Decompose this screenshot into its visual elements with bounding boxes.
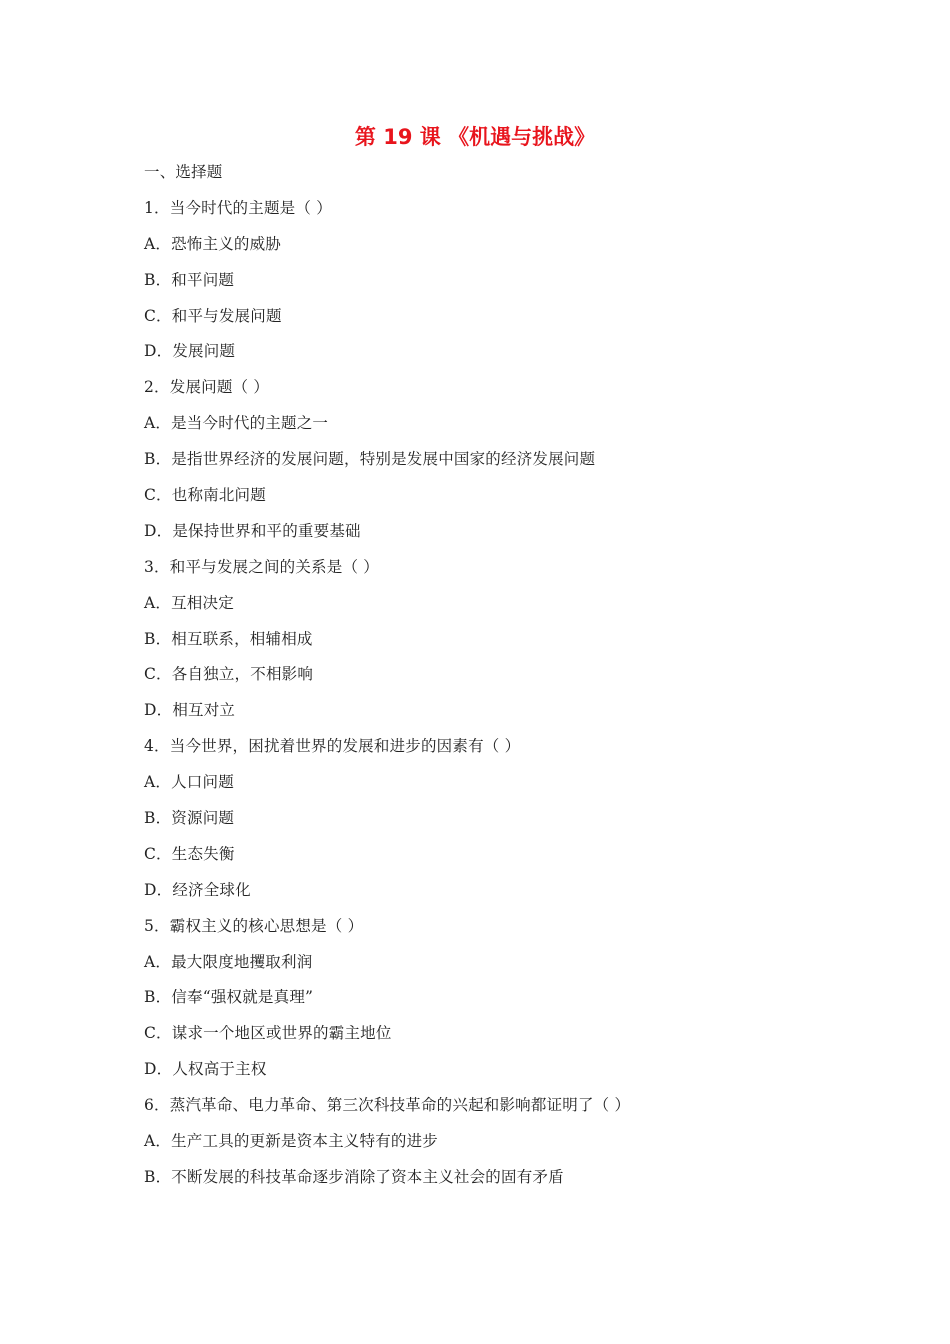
question-1-option-a: A．恐怖主义的威胁 (144, 234, 281, 253)
question-4-option-c: C．生态失衡 (144, 844, 235, 863)
question-3: 3．和平与发展之间的关系是（ ） (144, 557, 379, 576)
question-2: 2．发展问题（ ） (144, 378, 270, 397)
question-4-option-a: A．人口问题 (144, 773, 234, 792)
question-2-option-d: D．是保持世界和平的重要基础 (144, 521, 361, 540)
question-3-option-b: B．相互联系，相辅相成 (144, 629, 313, 648)
question-2-option-a: A．是当今时代的主题之一 (144, 414, 329, 433)
question-list (144, 157, 844, 1198)
question-6: 6．蒸汽革命、电力革命、第三次科技革命的兴起和影响都证明了（ ） (144, 1096, 631, 1115)
question-5-option-b: B．信奉“强权就是真理” (144, 988, 314, 1007)
question-5-option-d: D．人权高于主权 (144, 1060, 267, 1079)
question-1: 1．当今时代的主题是（ ） (144, 198, 332, 217)
section-heading: 一、选择题 (144, 163, 223, 181)
question-3-option-a: A．互相决定 (144, 593, 234, 612)
question-1-option-d: D．发展问题 (144, 342, 236, 361)
question-5-option-a: A．最大限度地攫取利润 (144, 952, 313, 971)
question-4-option-b: B．资源问题 (144, 809, 235, 828)
question-2-option-b: B．是指世界经济的发展问题，特别是发展中国家的经济发展问题 (144, 450, 596, 469)
question-3-option-d: D．相互对立 (144, 701, 236, 720)
question-5: 5．霸权主义的核心思想是（ ） (144, 916, 364, 935)
question-4-option-d: D．经济全球化 (144, 880, 251, 899)
question-1-option-c: C．和平与发展问题 (144, 306, 282, 325)
question-5-option-c: C．谋求一个地区或世界的霸主地位 (144, 1024, 392, 1043)
page-title: 第 19 课 《机遇与挑战》 (354, 125, 596, 149)
question-6-option-a: A．生产工具的更新是资本主义特有的进步 (144, 1132, 438, 1151)
question-6-option-b: B．不断发展的科技革命逐步消除了资本主义社会的固有矛盾 (144, 1167, 564, 1186)
question-1-option-b: B．和平问题 (144, 270, 235, 289)
question-2-option-c: C．也称南北问题 (144, 486, 266, 505)
question-3-option-c: C．各自独立，不相影响 (144, 665, 314, 684)
question-4: 4．当今世界，困扰着世界的发展和进步的因素有（ ） (144, 737, 521, 756)
